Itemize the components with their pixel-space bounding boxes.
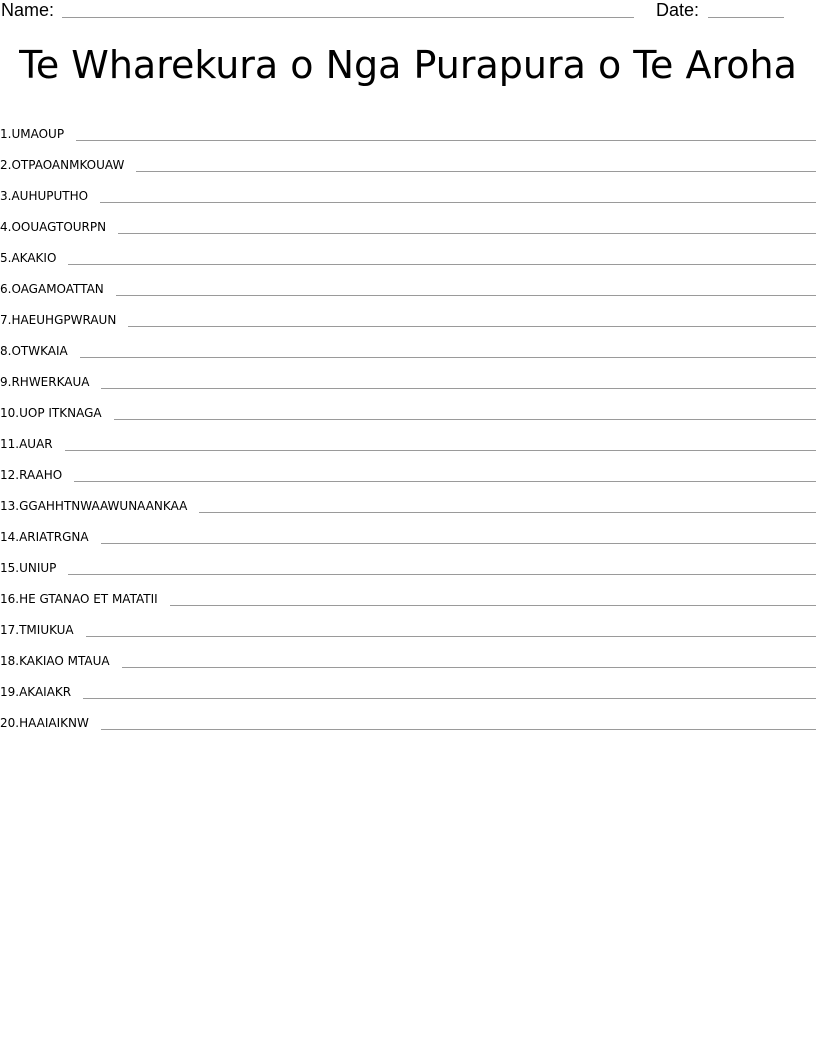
scrambled-word: OAGAMOATTAN: [11, 282, 104, 296]
answer-line[interactable]: [114, 419, 816, 420]
scrambled-word: UOP ITKNAGA: [19, 406, 102, 420]
item-number: 5.: [0, 251, 12, 265]
answer-line[interactable]: [101, 388, 816, 389]
item-number: 17.: [0, 623, 20, 637]
item-number: 15.: [0, 561, 20, 575]
scramble-word-list: [0, 111, 816, 731]
answer-line[interactable]: [74, 481, 816, 482]
list-item: [0, 297, 816, 328]
scrambled-word: AKAKIO: [11, 251, 57, 265]
scrambled-word: ARIATRGNA: [19, 530, 89, 544]
item-number: 4.: [0, 220, 12, 234]
item-number: 3.: [0, 189, 12, 203]
answer-line[interactable]: [101, 543, 816, 544]
item-number: 2.: [0, 158, 12, 172]
item-number: 11.: [0, 437, 20, 451]
list-item: [0, 638, 816, 669]
answer-line[interactable]: [100, 202, 816, 203]
list-item: [0, 204, 816, 235]
item-number: 10.: [0, 406, 20, 420]
answer-line[interactable]: [199, 512, 816, 513]
list-item: [0, 142, 816, 173]
answer-line[interactable]: [116, 295, 816, 296]
answer-line[interactable]: [101, 729, 816, 730]
date-field-line[interactable]: [708, 17, 784, 18]
scrambled-word: AUHUPUTHO: [11, 189, 89, 203]
list-item: [0, 266, 816, 297]
scrambled-word: UMAOUP: [11, 127, 65, 141]
item-number: 14.: [0, 530, 20, 544]
item-number: 1.: [0, 127, 12, 141]
list-item: [0, 483, 816, 514]
scrambled-word: GGAHHTNWAAWUNAANKAA: [19, 499, 188, 513]
item-number: 7.: [0, 313, 12, 327]
answer-line[interactable]: [76, 140, 816, 141]
item-number: 8.: [0, 344, 12, 358]
item-number: 12.: [0, 468, 20, 482]
item-number: 19.: [0, 685, 20, 699]
scrambled-word: HAAIAIKNW: [19, 716, 89, 730]
answer-line[interactable]: [136, 171, 816, 172]
name-label: Name:: [1, 0, 55, 20]
scrambled-word: OTPAOANMKOUAW: [11, 158, 125, 172]
name-field-line[interactable]: [62, 17, 634, 18]
list-item: [0, 359, 816, 390]
list-item: [0, 173, 816, 204]
worksheet-title: Te Wharekura o Nga Purapura o Te Aroha: [19, 43, 797, 87]
item-number: 13.: [0, 499, 20, 513]
list-item: [0, 700, 816, 731]
worksheet-header: [0, 0, 816, 24]
scrambled-word: HE GTANAO ET MATATII: [19, 592, 158, 606]
answer-line[interactable]: [122, 667, 816, 668]
list-item: [0, 390, 816, 421]
scrambled-word: KAKIAO MTAUA: [19, 654, 110, 668]
scrambled-word: RAAHO: [19, 468, 63, 482]
scrambled-word: OOUAGTOURPN: [11, 220, 107, 234]
answer-line[interactable]: [65, 450, 816, 451]
scrambled-word: HAEUHGPWRAUN: [11, 313, 117, 327]
scrambled-word: TMIUKUA: [19, 623, 74, 637]
list-item: [0, 576, 816, 607]
scrambled-word: AUAR: [19, 437, 53, 451]
date-label: Date:: [656, 0, 700, 20]
scrambled-word: UNIUP: [19, 561, 57, 575]
list-item: [0, 235, 816, 266]
list-item: [0, 607, 816, 638]
answer-line[interactable]: [170, 605, 816, 606]
answer-line[interactable]: [118, 233, 816, 234]
answer-line[interactable]: [128, 326, 816, 327]
list-item: [0, 421, 816, 452]
scrambled-word: RHWERKAUA: [11, 375, 90, 389]
item-number: 18.: [0, 654, 20, 668]
answer-line[interactable]: [86, 636, 816, 637]
list-item: [0, 328, 816, 359]
list-item: [0, 669, 816, 700]
item-number: 20.: [0, 716, 20, 730]
list-item: [0, 514, 816, 545]
scrambled-word: AKAIAKR: [19, 685, 72, 699]
list-item: [0, 111, 816, 142]
answer-line[interactable]: [80, 357, 816, 358]
answer-line[interactable]: [68, 264, 816, 265]
item-number: 6.: [0, 282, 12, 296]
item-number: 9.: [0, 375, 12, 389]
list-item: [0, 545, 816, 576]
answer-line[interactable]: [68, 574, 816, 575]
answer-line[interactable]: [83, 698, 816, 699]
list-item: [0, 452, 816, 483]
scrambled-word: OTWKAIA: [11, 344, 68, 358]
item-number: 16.: [0, 592, 20, 606]
